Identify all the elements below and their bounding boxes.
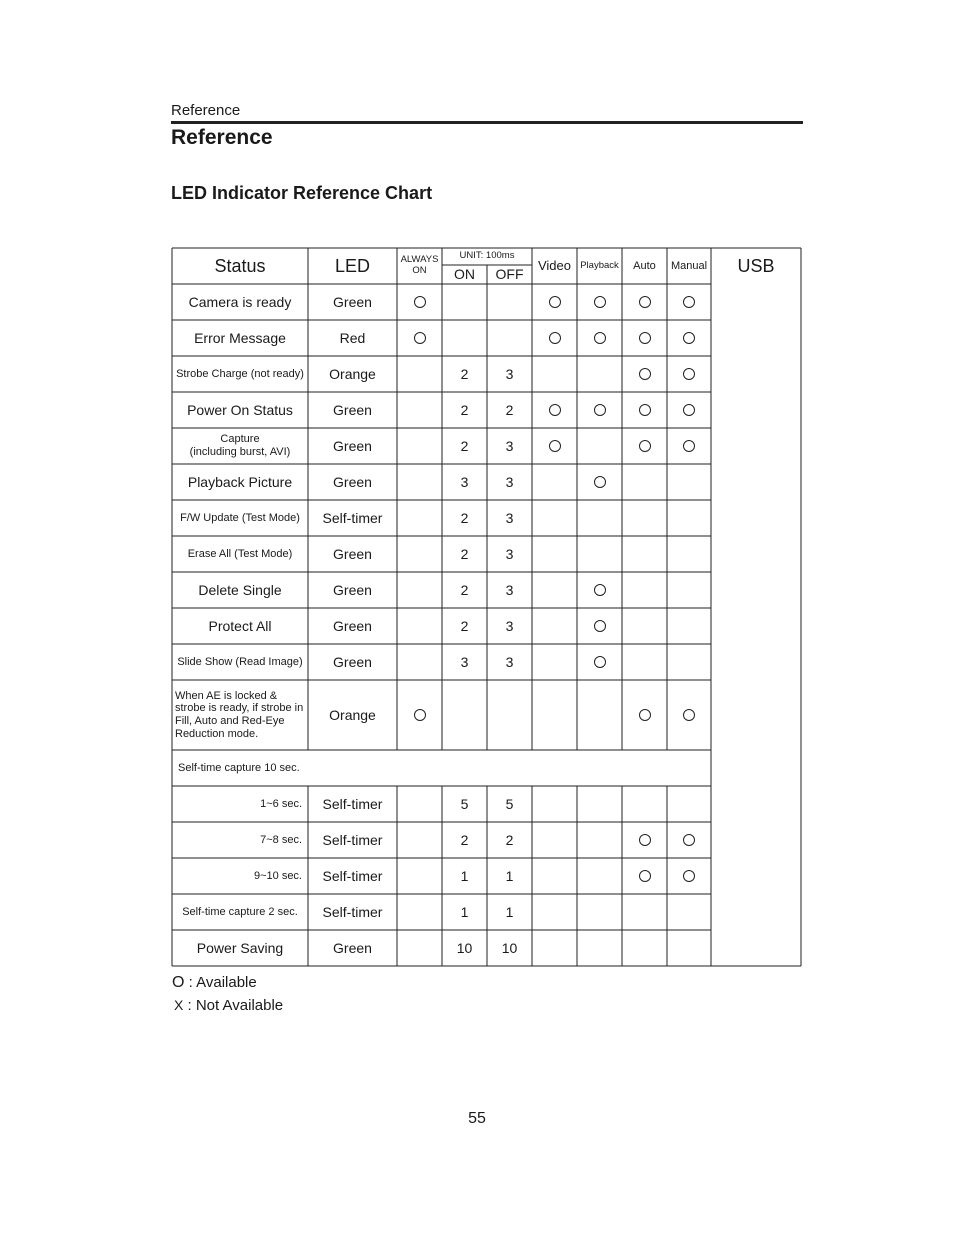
row-status: Delete Single — [198, 581, 282, 598]
row-on-value: 1 — [460, 903, 469, 920]
row-on-value: 2 — [460, 365, 469, 382]
available-text: : Available — [188, 974, 257, 991]
header-unit: UNIT: 100ms — [459, 250, 515, 262]
row-off-value — [487, 320, 532, 356]
header-on: ON — [454, 266, 475, 283]
row-status: When AE is locked & strobe is ready, if strobe in Fill, Auto and Red-Eye Reduction mode. — [175, 689, 304, 740]
row-off-value — [487, 680, 532, 750]
page-number: 55 — [468, 1110, 486, 1127]
header-off: OFF — [495, 266, 524, 283]
row-on-value — [442, 320, 487, 356]
running-header: Reference — [171, 102, 241, 119]
available-circle-icon — [414, 332, 426, 344]
available-circle-icon — [683, 709, 695, 721]
row-on-value: 2 — [460, 617, 469, 634]
row-status: Power On Status — [187, 401, 293, 418]
row-on-value: 5 — [460, 795, 469, 812]
available-circle-icon — [683, 368, 695, 380]
row-on-value — [442, 284, 487, 320]
row-led: Orange — [329, 706, 376, 723]
row-on-value: 2 — [460, 509, 469, 526]
span-row-label: Self-time capture 10 sec. — [178, 761, 300, 774]
row-off-value — [487, 284, 532, 320]
available-circle-icon — [639, 368, 651, 380]
row-off-value: 1 — [505, 867, 514, 884]
row-status: 9~10 sec. — [253, 869, 302, 882]
row-led: Green — [333, 437, 372, 454]
available-circle-icon — [594, 656, 606, 668]
row-status: Playback Picture — [187, 473, 293, 490]
row-on-value — [442, 680, 487, 750]
row-off-value: 3 — [505, 509, 514, 526]
header-playback: Playback — [580, 259, 619, 271]
not-available-text: : Not Available — [187, 997, 284, 1014]
available-circle-icon — [639, 709, 651, 721]
available-circle-icon — [683, 404, 695, 416]
row-on-value: 2 — [460, 581, 469, 598]
available-circle-icon — [414, 296, 426, 308]
row-led: Green — [333, 939, 372, 956]
row-led: Green — [333, 293, 372, 310]
header-status: Status — [214, 255, 266, 276]
row-led: Self-timer — [322, 867, 383, 884]
available-symbol: O — [172, 974, 185, 991]
available-circle-icon — [683, 834, 695, 846]
row-led: Self-timer — [322, 795, 383, 812]
row-status: 1~6 sec. — [260, 797, 302, 810]
row-led: Green — [333, 473, 372, 490]
available-circle-icon — [594, 476, 606, 488]
available-circle-icon — [639, 834, 651, 846]
row-status: Self-time capture 2 sec. — [182, 905, 298, 918]
available-circle-icon — [594, 620, 606, 632]
row-off-value: 3 — [505, 473, 514, 490]
available-circle-icon — [594, 332, 606, 344]
header-always-on: ALWAYS ON — [400, 254, 439, 276]
row-off-value: 10 — [501, 939, 518, 956]
row-off-value: 1 — [505, 903, 514, 920]
row-off-value: 3 — [505, 437, 514, 454]
available-circle-icon — [683, 296, 695, 308]
row-on-value: 3 — [460, 473, 469, 490]
row-status: Capture (including burst, AVI) — [189, 433, 291, 458]
row-led: Green — [333, 617, 372, 634]
row-off-value: 3 — [505, 617, 514, 634]
row-status: Erase All (Test Mode) — [187, 547, 293, 560]
header-rule — [171, 121, 803, 124]
legend-available — [172, 974, 257, 992]
header-usb: USB — [737, 255, 775, 276]
row-status: Slide Show (Read Image) — [177, 655, 303, 668]
row-led: Red — [339, 329, 366, 346]
available-circle-icon — [594, 296, 606, 308]
row-on-value: 2 — [460, 401, 469, 418]
page-title: Reference — [171, 126, 273, 149]
row-off-value: 3 — [505, 365, 514, 382]
available-circle-icon — [594, 584, 606, 596]
header-led: LED — [334, 255, 370, 276]
row-led: Self-timer — [322, 831, 383, 848]
available-circle-icon — [639, 332, 651, 344]
row-led: Green — [333, 401, 372, 418]
row-off-value: 3 — [505, 545, 514, 562]
available-circle-icon — [639, 296, 651, 308]
row-status: Error Message — [194, 329, 286, 346]
row-status: F/W Update (Test Mode) — [180, 511, 300, 524]
section-title: LED Indicator Reference Chart — [171, 183, 433, 203]
available-circle-icon — [549, 404, 561, 416]
row-status: Protect All — [208, 617, 272, 634]
row-led: Orange — [329, 365, 376, 382]
row-status: Power Saving — [196, 939, 284, 956]
available-circle-icon — [549, 332, 561, 344]
row-on-value: 2 — [460, 545, 469, 562]
available-circle-icon — [549, 440, 561, 452]
available-circle-icon — [549, 296, 561, 308]
row-off-value: 3 — [505, 653, 514, 670]
row-led: Self-timer — [322, 903, 383, 920]
row-on-value: 3 — [460, 653, 469, 670]
row-led: Green — [333, 653, 372, 670]
available-circle-icon — [639, 404, 651, 416]
row-off-value: 2 — [505, 401, 514, 418]
available-circle-icon — [683, 332, 695, 344]
available-circle-icon — [594, 404, 606, 416]
row-led: Green — [333, 581, 372, 598]
available-circle-icon — [414, 709, 426, 721]
row-status: Strobe Charge (not ready) — [176, 367, 304, 380]
row-off-value: 2 — [505, 831, 514, 848]
available-circle-icon — [683, 440, 695, 452]
row-status: 7~8 sec. — [260, 833, 302, 846]
row-led: Green — [333, 545, 372, 562]
row-on-value: 1 — [460, 867, 469, 884]
row-off-value: 3 — [505, 581, 514, 598]
row-off-value: 5 — [505, 795, 514, 812]
available-circle-icon — [639, 440, 651, 452]
available-circle-icon — [639, 870, 651, 882]
row-on-value: 10 — [456, 939, 473, 956]
header-manual: Manual — [670, 259, 708, 272]
row-on-value: 2 — [460, 831, 469, 848]
header-video: Video — [537, 257, 571, 273]
row-status: Camera is ready — [188, 293, 292, 310]
available-circle-icon — [683, 870, 695, 882]
not-available-symbol: X — [174, 997, 184, 1013]
row-on-value: 2 — [460, 437, 469, 454]
row-led: Self-timer — [322, 509, 383, 526]
header-auto: Auto — [633, 259, 656, 272]
legend-not-available — [174, 997, 283, 1014]
